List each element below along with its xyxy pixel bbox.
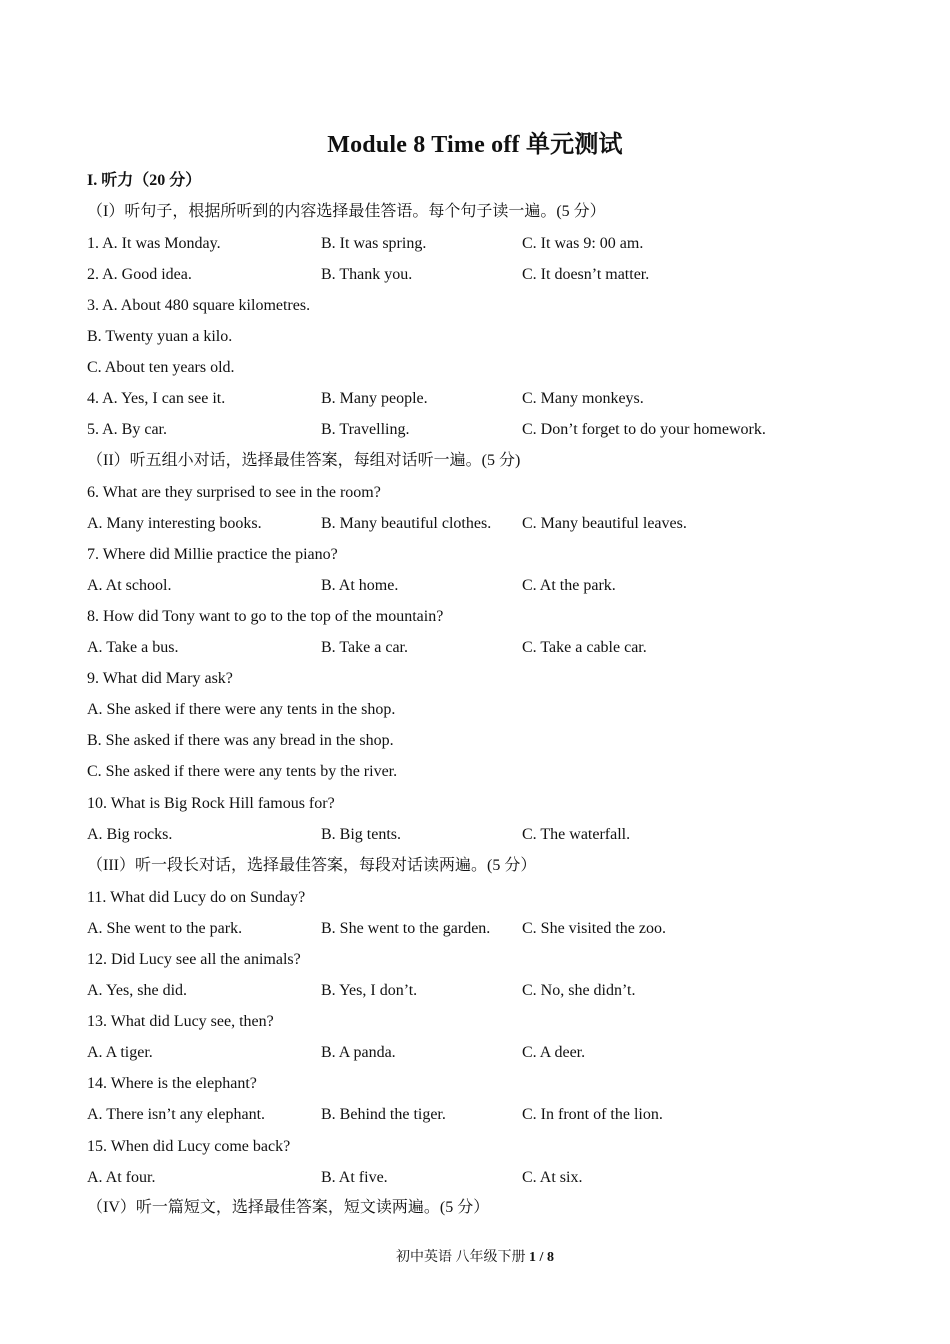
- q14-question: 14. Where is the elephant?: [87, 1075, 257, 1092]
- page-footer: [0, 1246, 950, 1266]
- q12-question: 12. Did Lucy see all the animals?: [87, 951, 301, 968]
- q11-option-a: A. She went to the park.: [87, 920, 243, 937]
- q14-option-c: C. In front of the lion.: [522, 1106, 663, 1123]
- q7-question: 7. Where did Millie practice the piano?: [87, 546, 338, 563]
- q3-option-b: B. Twenty yuan a kilo.: [87, 328, 233, 345]
- q5-option-a: 5. A. By car.: [87, 421, 167, 438]
- q14-option-b: B. Behind the tiger.: [321, 1106, 446, 1123]
- q13-question: 13. What did Lucy see, then?: [87, 1013, 274, 1030]
- q10-option-a: A. Big rocks.: [87, 826, 173, 843]
- q6-question: 6. What are they surprised to see in the room?: [87, 484, 381, 501]
- q8-question: 8. How did Tony want to go to the top of the mountain?: [87, 608, 444, 625]
- q1-option-b: B. It was spring.: [321, 235, 427, 252]
- q4-option-a: 4. A. Yes, I can see it.: [87, 390, 226, 407]
- q5-option-b: B. Travelling.: [321, 421, 410, 438]
- q12-option-b: B. Yes, I don’t.: [321, 982, 418, 999]
- q15-question: 15. When did Lucy come back?: [87, 1138, 291, 1155]
- q8-option-a: A. Take a bus.: [87, 639, 179, 656]
- q8-option-c: C. Take a cable car.: [522, 639, 647, 656]
- q5-option-c: C. Don’t forget to do your homework.: [522, 421, 766, 438]
- q10-option-c: C. The waterfall.: [522, 826, 631, 843]
- q12-option-c: C. No, she didn’t.: [522, 982, 636, 999]
- q9-option-b: B. She asked if there was any bread in the shop.: [87, 732, 394, 749]
- q6-option-a: A. Many interesting books.: [87, 515, 262, 532]
- q14-option-a: A. There isn’t any elephant.: [87, 1106, 266, 1123]
- q9-option-c: C. She asked if there were any tents by the river.: [87, 763, 398, 780]
- q1-option-c: C. It was 9: 00 am.: [522, 235, 644, 252]
- q6-option-c: C. Many beautiful leaves.: [522, 515, 687, 532]
- q9-option-a: A. She asked if there were any tents in the shop.: [87, 701, 396, 718]
- part-instruction: （IV）听一篇短文，选择最佳答案，短文读两遍。(5 分）: [87, 1199, 490, 1216]
- q11-question: 11. What did Lucy do on Sunday?: [87, 889, 306, 906]
- q2-option-c: C. It doesn’t matter.: [522, 266, 650, 283]
- q11-option-b: B. She went to the garden.: [321, 920, 491, 937]
- q13-option-c: C. A deer.: [522, 1044, 586, 1061]
- q15-option-b: B. At five.: [321, 1169, 388, 1186]
- q9-question: 9. What did Mary ask?: [87, 670, 233, 687]
- q8-option-b: B. Take a car.: [321, 639, 408, 656]
- q3-option-c: C. About ten years old.: [87, 359, 235, 376]
- q4-option-c: C. Many monkeys.: [522, 390, 644, 407]
- page-separator: /: [536, 1250, 547, 1265]
- q15-option-a: A. At four.: [87, 1169, 156, 1186]
- q1-option-a: 1. A. It was Monday.: [87, 235, 221, 252]
- q10-question: 10. What is Big Rock Hill famous for?: [87, 795, 335, 812]
- q6-option-b: B. Many beautiful clothes.: [321, 515, 492, 532]
- part-instruction: （III）听一段长对话，选择最佳答案，每段对话读两遍。(5 分）: [87, 857, 537, 874]
- q7-option-a: A. At school.: [87, 577, 172, 594]
- part-instruction: （II）听五组小对话，选择最佳答案，每组对话听一遍。(5 分): [87, 452, 521, 469]
- q11-option-c: C. She visited the zoo.: [522, 920, 666, 937]
- q12-option-a: A. Yes, she did.: [87, 982, 188, 999]
- q7-option-c: C. At the park.: [522, 577, 616, 594]
- page-title: Module 8 Time off 单元测试: [327, 132, 623, 158]
- part-instruction: （I）听句子，根据所听到的内容选择最佳答语。每个句子读一遍。(5 分）: [87, 203, 606, 220]
- q13-option-b: B. A panda.: [321, 1044, 396, 1061]
- q4-option-b: B. Many people.: [321, 390, 428, 407]
- section-heading: I. 听力（20 分）: [87, 172, 202, 189]
- q15-option-c: C. At six.: [522, 1169, 583, 1186]
- q2-option-a: 2. A. Good idea.: [87, 266, 192, 283]
- q7-option-b: B. At home.: [321, 577, 399, 594]
- q3-option-a: 3. A. About 480 square kilometres.: [87, 297, 311, 314]
- q10-option-b: B. Big tents.: [321, 826, 402, 843]
- page-total: 8: [546, 1250, 554, 1265]
- q13-option-a: A. A tiger.: [87, 1044, 153, 1061]
- footer-subject: 初中英语 八年级下册: [396, 1250, 530, 1265]
- q2-option-b: B. Thank you.: [321, 266, 413, 283]
- page-number: 1: [529, 1250, 537, 1265]
